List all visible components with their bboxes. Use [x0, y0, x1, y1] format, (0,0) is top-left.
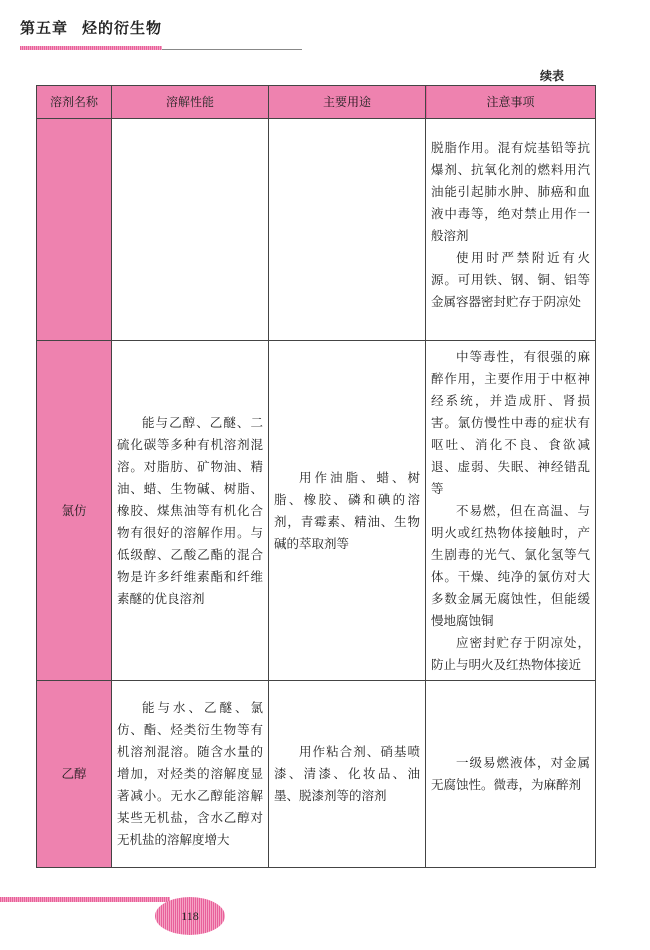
- header-rule: [162, 49, 302, 50]
- caution-paragraph: 不易燃，但在高温、与明火或红热物体接触时，产生剧毒的光气、氯化氢等气体。干燥、纯净的氯仿对大多数金属无腐蚀性，但能缓慢地腐蚀铜: [431, 502, 590, 628]
- solubility-cell: 能与水、乙醚、氯仿、酯、烃类衍生物等有机溶剂混溶。随含水量的增加，对烃类的溶解度显著减小。无水乙醇能溶解某些无机盐，含水乙醇对无机盐的溶解度增大: [112, 681, 269, 868]
- column-header: 注意事项: [426, 86, 596, 119]
- caution-cell: [426, 681, 596, 868]
- table-row: [37, 681, 596, 868]
- solubility-cell: 能与乙醇、乙醚、二硫化碳等多种有机溶剂混溶。对脂肪、矿物油、精油、蜡、生物碱、树脂、橡胶、煤焦油等有机化合物有很好的溶解作用。与低级醇、乙酸乙酯的混合物是许多纤维素酯和纤维素醚的优良溶剂: [112, 341, 269, 681]
- column-header: 溶剂名称: [37, 86, 112, 119]
- caution-paragraph: 应密封贮存于阴凉处，防止与明火及红热物体接近: [431, 634, 590, 672]
- table-row: [37, 341, 596, 681]
- table-continued-label: 续表: [540, 69, 565, 83]
- chapter-heading: [20, 17, 176, 38]
- page-number-badge: [155, 897, 225, 935]
- caution-paragraph: 中等毒性，有很强的麻醉作用，主要作用于中枢神经系统，并造成肝、肾损害。氯仿慢性中毒的症状有呕吐、消化不良、食欲减退、虚弱、失眠、神经错乱等: [431, 348, 590, 496]
- use-cell: 用作粘合剂、硝基喷漆、清漆、化妆品、油墨、脱漆剂等的溶剂: [269, 681, 426, 868]
- caution-paragraph: 一级易燃液体，对金属无腐蚀性。微毒，为麻醉剂: [431, 755, 590, 792]
- solvent-table: [36, 85, 596, 868]
- chapter-number: 第五章: [20, 19, 69, 37]
- caution-paragraph: 脱脂作用。混有烷基铅等抗爆剂、抗氧化剂的燃料用汽油能引起肺水肿、肺癌和血液中毒等，绝对禁止用作一般溶剂: [431, 140, 590, 243]
- caution-cell: [426, 119, 596, 341]
- solubility-cell: [112, 119, 269, 341]
- use-cell: 用作油脂、蜡、树脂、橡胶、磷和碘的溶剂，青霉素、精油、生物碱的萃取剂等: [269, 341, 426, 681]
- solvent-name: 氯仿: [37, 341, 112, 681]
- table-row: [37, 119, 596, 341]
- column-header: 主要用途: [269, 86, 426, 119]
- caution-paragraph: 使用时严禁附近有火源。可用铁、钢、铜、铝等金属容器密封贮存于阴凉处: [431, 250, 590, 309]
- page-number: 118: [181, 908, 199, 923]
- solvent-name: 乙醇: [37, 681, 112, 868]
- chapter-title: 烃的衍生物: [82, 19, 163, 37]
- use-cell: [269, 119, 426, 341]
- table-header-row: [37, 86, 596, 119]
- column-header: 溶解性能: [112, 86, 269, 119]
- solvent-name: [37, 119, 112, 341]
- footer-stripe: [0, 897, 170, 902]
- header-stripe: [20, 46, 162, 50]
- caution-cell: [426, 341, 596, 681]
